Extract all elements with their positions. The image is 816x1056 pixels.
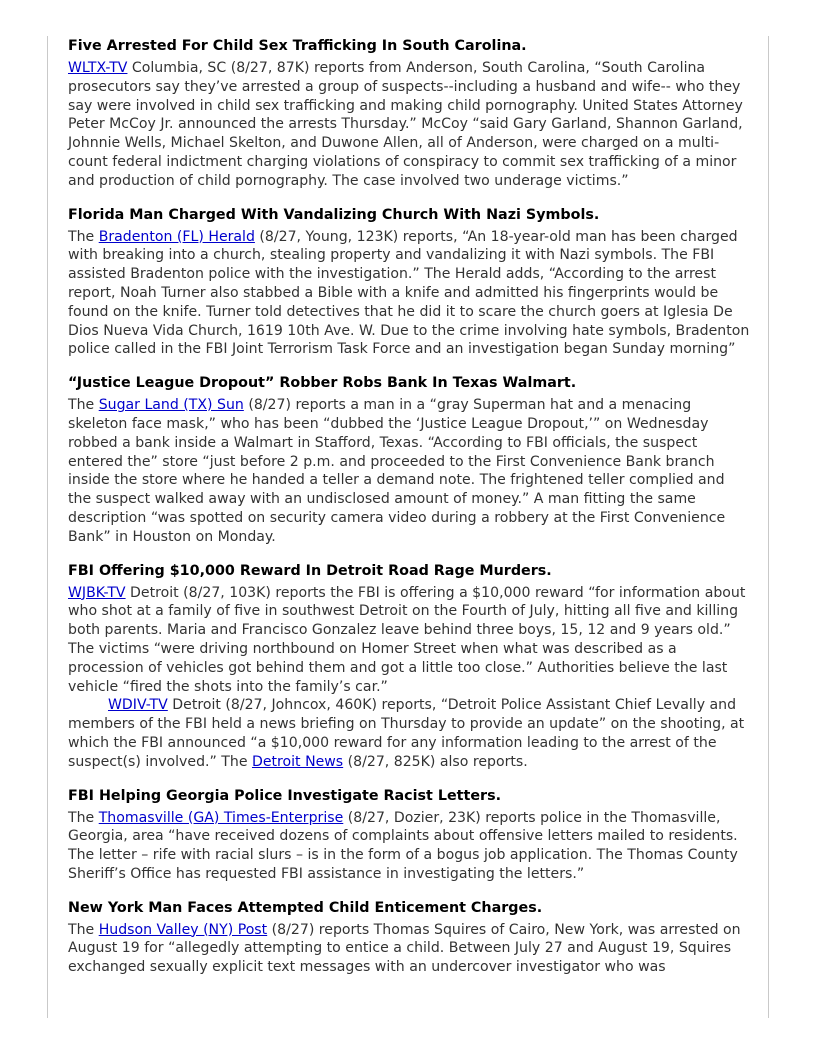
source-link-wltx[interactable]: WLTX-TV	[68, 60, 128, 76]
story-headline: Five Arrested For Child Sex Trafficking In South Carolina.	[68, 38, 527, 54]
story-paragraph: WLTX-TV Columbia, SC (8/27, 87K) reports from Anderson, South Carolina, “South Carolina prosecutors say they’ve arrested a group of suspects--including a husband and wife-- who they say were involved in child sex trafficking and making child pornography. United States Attorney Peter McCoy Jr. announced the arrests Thursday.” McCoy “said Gary Garland, Shannon Garland, Johnnie Wells, Michael Skelton, and Duwone Allen, all of Anderson, were charged on a multi-count federal indictment charging violations of conspiracy to commit sex trafficking of a minor and production of child pornography. The case involved two underage victims.”	[68, 60, 743, 189]
story-headline: FBI Helping Georgia Police Investigate Racist Letters.	[68, 787, 502, 804]
story-texas-walmart	[68, 374, 750, 546]
news-briefing-column	[68, 37, 750, 992]
story-headline: “Justice League Dropout” Robber Robs Bank In Texas Walmart.	[68, 375, 577, 392]
right-margin-rule	[768, 36, 769, 1018]
story-paragraph: The Hudson Valley (NY) Post (8/27) reports Thomas Squires of Cairo, New York, was arrested on August 19 for “allegedly attempting to entice a child. Between July 27 and August 19, Squires exchanged sexually explicit text messages with an undercover investigator who was	[68, 921, 741, 976]
story-new-york-enticement	[68, 899, 750, 977]
story-paragraph: WDIV-TV Detroit (8/27, Johncox, 460K) reports, “Detroit Police Assistant Chief Levally and members of the FBI held a news briefing on Thursday to provide an update” on the shooting, at which the FBI announced “a $10,000 reward for any information leading to the arrest of the suspect(s) involved.” The Detroit News (8/27, 825K) also reports.	[68, 697, 745, 770]
story-georgia-letters	[68, 787, 750, 884]
source-link-detroit-news[interactable]: Detroit News	[251, 753, 344, 770]
story-paragraph: The Sugar Land (TX) Sun (8/27) reports a man in a “gray Superman hat and a menacing skeleton face mask,” who has been “dubbed the ‘Justice League Dropout,’” on Wednesday robbed a bank inside a Walmart in Stafford, Texas. “According to FBI officials, the suspect entered the” store “just before 2 p.m. and proceeded to the First Convenience Bank branch inside the store where he handed a teller a demand note. The frightened teller complied and the suspect walked away with an undisclosed amount of money.” A man fitting the same description “was spotted on security camera video during a robbery at the First Convenience Bank” in Houston on Monday.	[68, 397, 726, 545]
source-link-thomasville-times[interactable]: Thomasville (GA) Times-Enterprise	[98, 809, 344, 826]
story-sc-trafficking	[68, 37, 750, 191]
story-headline: New York Man Faces Attempted Child Enticement Charges.	[68, 899, 543, 916]
left-margin-rule	[47, 36, 48, 1018]
story-detroit-road-rage	[68, 562, 750, 772]
story-paragraph: The Bradenton (FL) Herald (8/27, Young, 123K) reports, “An 18-year-old man has been charged with breaking into a church, stealing property and vandalizing it with Nazi symbols. The FBI assisted Bradenton police with the investigation.” The Herald adds, “According to the arrest report, Noah Turner also stabbed a Bible with a knife and admitted his fingerprints would be found on the knife. Turner told detectives that he did it to scare the church goers at Iglesia De Dios Nueva Vida Church, 1619 10th Ave. W. Due to the crime involving hate symbols, Bradenton police called in the FBI Joint Terrorism Task Force and an investigation began Sunday morning”	[68, 228, 750, 358]
source-link-bradenton-herald[interactable]: Bradenton (FL) Herald	[98, 228, 255, 245]
story-headline: FBI Offering $10,000 Reward In Detroit Road Rage Murders.	[68, 562, 552, 579]
source-link-sugar-land-sun[interactable]: Sugar Land (TX) Sun	[98, 397, 244, 414]
story-paragraph: WJBK-TV Detroit (8/27, 103K) reports the FBI is offering a $10,000 reward “for information about who shot at a family of five in southwest Detroit on the Fourth of July, hitting all five and killing both parents. Maria and Francisco Gonzalez leave behind three boys, 15, 12 and 9 years old.” The victims “were driving northbound on Homer Street when what was described as a procession of vehicles got behind them and got a little too close.” Authorities believe the last vehicle “fired the shots into the family’s car.”	[68, 584, 746, 695]
story-headline: Florida Man Charged With Vandalizing Church With Nazi Symbols.	[68, 206, 600, 223]
source-link-hudson-valley-post[interactable]: Hudson Valley (NY) Post	[98, 921, 268, 938]
source-link-wjbk[interactable]: WJBK-TV	[68, 584, 126, 601]
story-florida-church	[68, 206, 750, 360]
story-paragraph: The Thomasville (GA) Times-Enterprise (8/27, Dozier, 23K) reports police in the Thomasville, Georgia, area “have received dozens of complaints about offensive letters mailed to residents. The letter – rife with racial slurs – is in the form of a bogus job application. The Thomas County Sheriff’s Office has requested FBI assistance in investigating the letters.”	[68, 809, 738, 882]
source-link-wdiv[interactable]: WDIV-TV	[108, 697, 168, 714]
